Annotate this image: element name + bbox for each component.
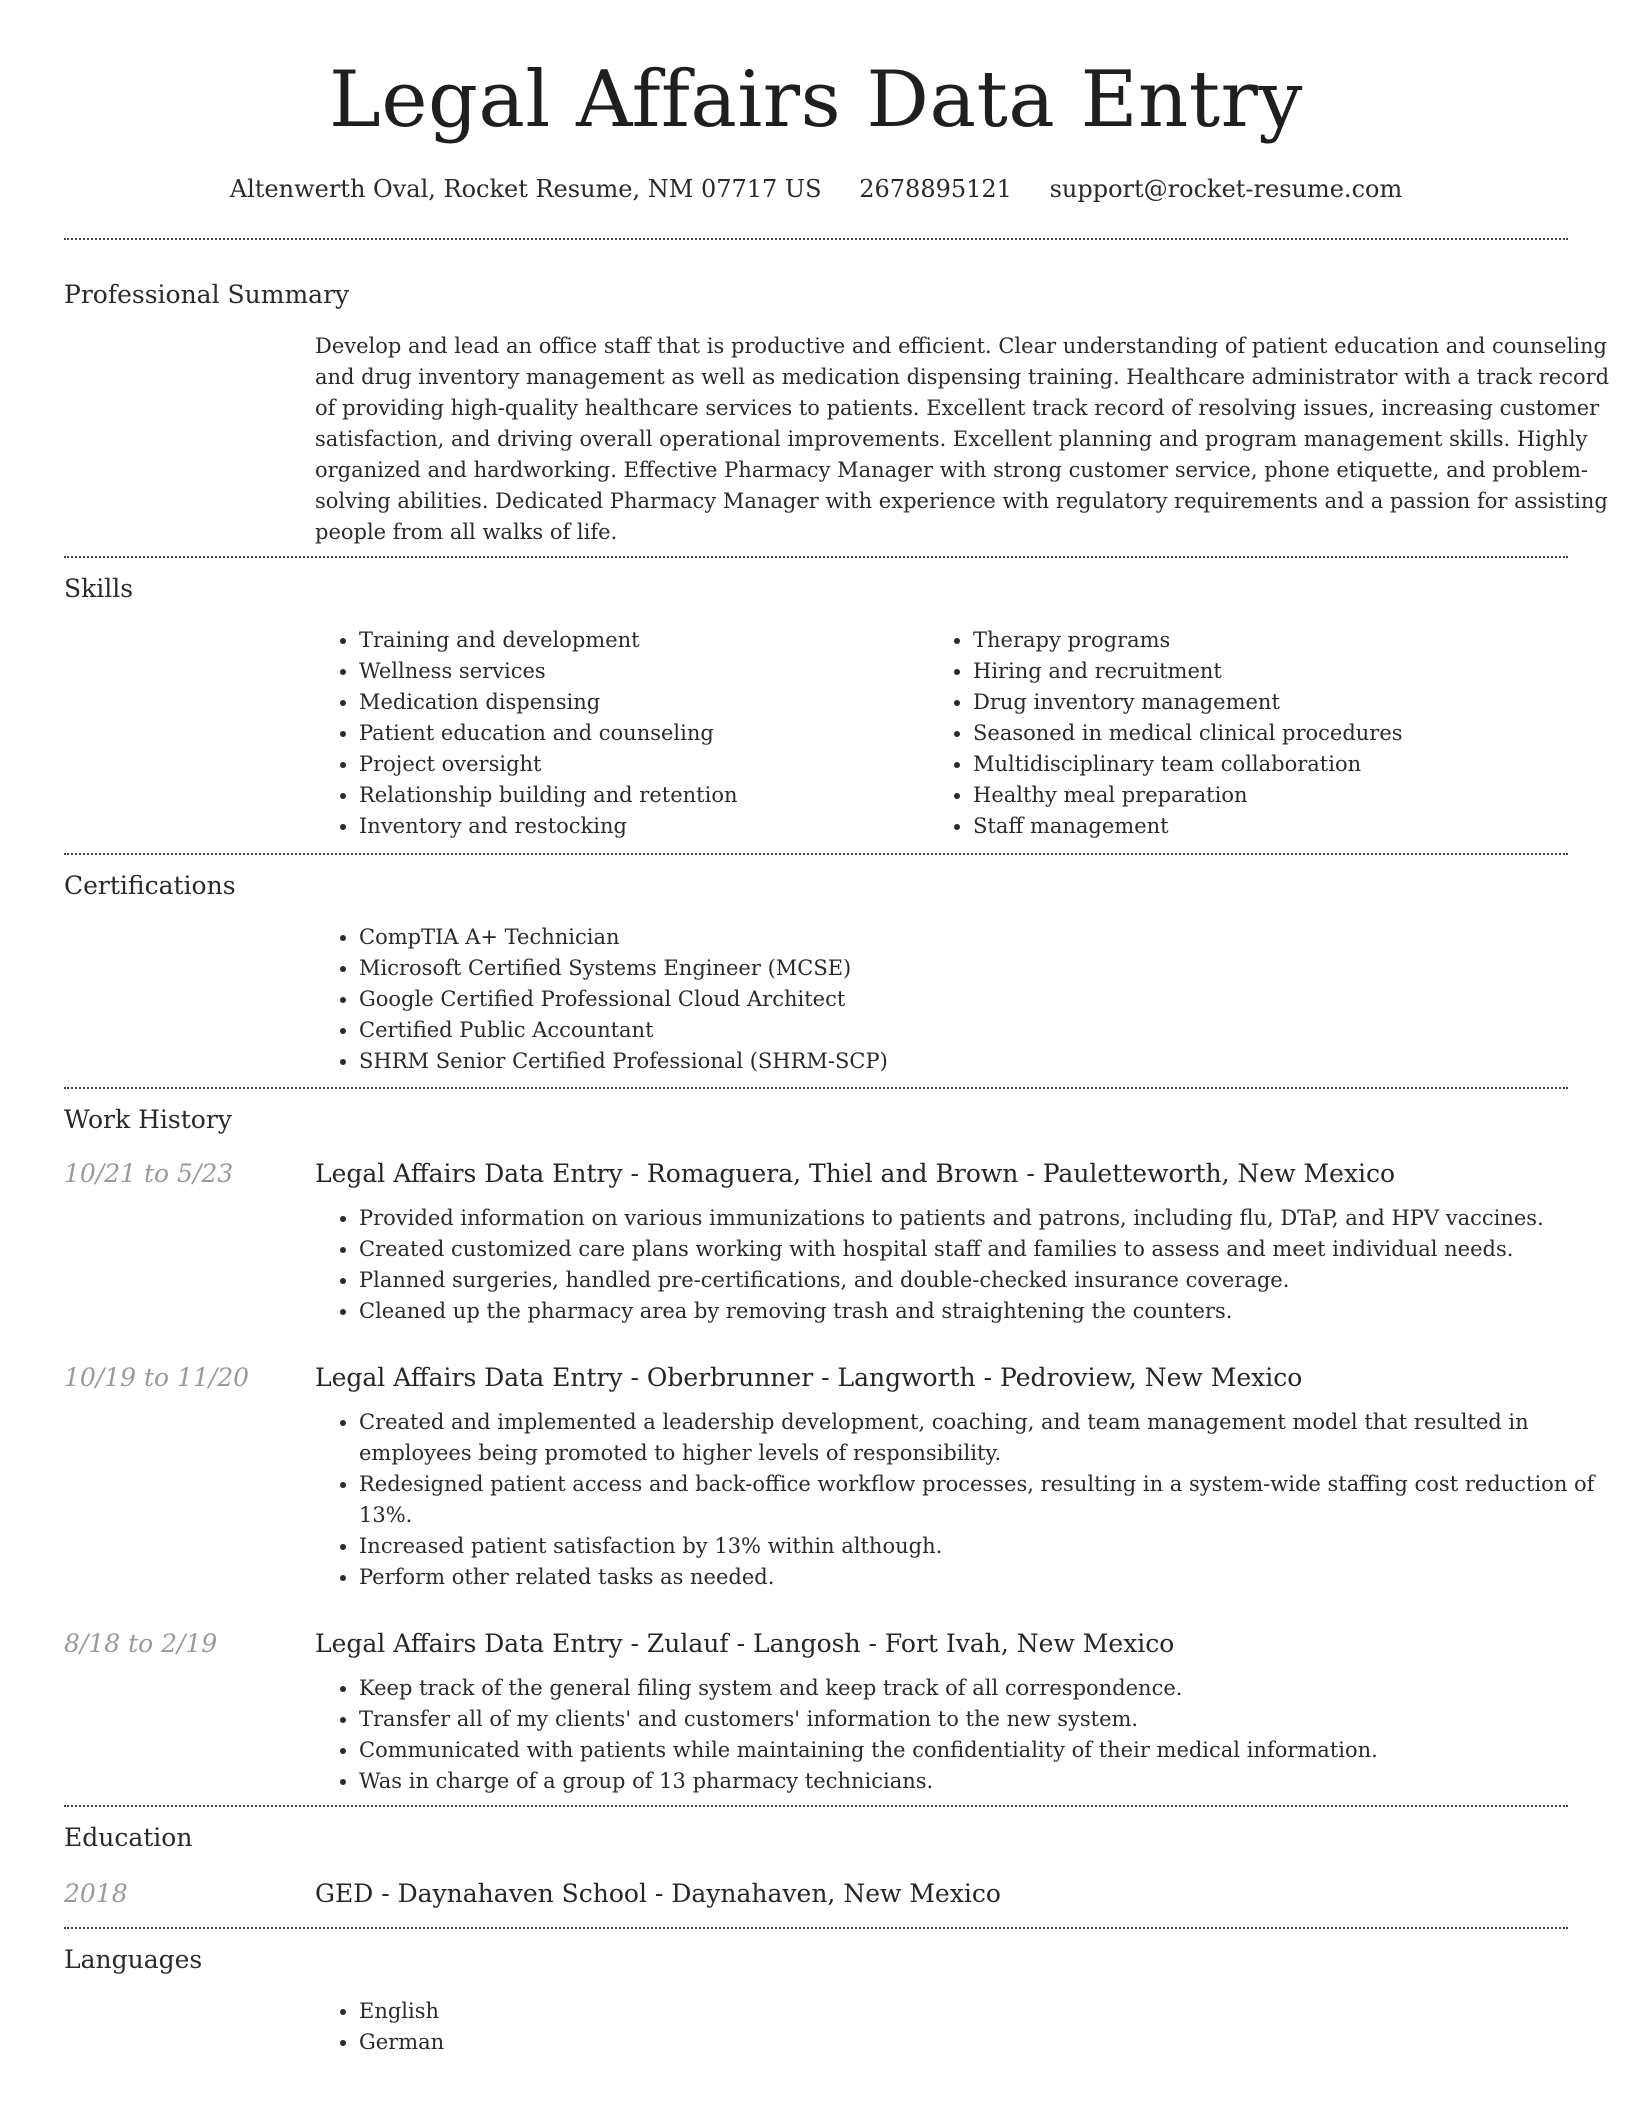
list-item: • Was in charge of a group of 13 pharmacy technicians.	[359, 1766, 1609, 1797]
list-item: • Increased patient satisfaction by 13% within although.	[359, 1531, 1609, 1562]
list-item: • Staff management	[973, 811, 1543, 842]
job-title: Legal Affairs Data Entry - Romaguera, Thiel and Brown - Pauletteworth, New Mexico	[315, 1159, 1396, 1188]
job-header	[64, 1157, 1568, 1191]
list-item: • Perform other related tasks as needed.	[359, 1562, 1609, 1593]
job-bullets	[64, 1407, 1609, 1593]
job-header	[64, 1627, 1568, 1661]
job-title: Legal Affairs Data Entry - Oberbrunner - Langworth - Pedroview, New Mexico	[315, 1363, 1303, 1392]
list-item: • Project oversight	[359, 749, 929, 780]
job-dates: 10/21 to 5/23	[64, 1159, 234, 1188]
education-entry	[64, 1877, 1568, 1927]
resume-header	[64, 0, 1568, 204]
candidate-name: Legal Affairs Data Entry	[329, 55, 1303, 145]
phone: 2678895121	[859, 175, 1012, 203]
list-item: • Planned surgeries, handled pre-certifications, and double-checked insurance coverage.	[359, 1265, 1609, 1296]
list-item: • CompTIA A+ Technician	[359, 922, 1568, 953]
email: support@rocket-resume.com	[1049, 175, 1403, 203]
certifications-list	[359, 922, 1568, 1087]
list-item: • Cleaned up the pharmacy area by removing trash and straightening the counters.	[359, 1296, 1609, 1327]
list-item: • Certified Public Accountant	[359, 1015, 1568, 1046]
list-item: • Healthy meal preparation	[973, 780, 1543, 811]
list-item: • Redesigned patient access and back-office workflow processes, resulting in a system-wide staffing cost reduction of 13%.	[359, 1469, 1609, 1531]
list-item: • Therapy programs	[973, 625, 1543, 656]
summary-text: Develop and lead an office staff that is productive and efficient. Clear understanding of patient education and counseling and drug inventory management as well as medication dispensing training. Healthcare administrator with a track record of providing high-quality healthcare services to patients. Excellent track record of resolving issues, increasing customer satisfaction, and driving overall operational improvements. Excellent planning and program management skills. Highly organized and hardworking. Effective Pharmacy Manager with strong customer service, phone etiquette, and problem-solving abilities. Dedicated Pharmacy Manager with experience with regulatory requirements and a passion for assisting people from all walks of life.	[315, 334, 1610, 544]
job-bullets	[64, 1673, 1609, 1797]
education-title: GED - Daynahaven School - Daynahaven, New Mexico	[315, 1879, 1001, 1908]
job-dates: 8/18 to 2/19	[64, 1629, 218, 1658]
education-year: 2018	[64, 1879, 128, 1908]
list-item: • Medication dispensing	[359, 687, 929, 718]
list-item: • Google Certified Professional Cloud Architect	[359, 984, 1568, 1015]
list-item: • Hiring and recruitment	[973, 656, 1543, 687]
list-item: • Training and development	[359, 625, 929, 656]
list-item: • Multidisciplinary team collaboration	[973, 749, 1543, 780]
job-dates: 10/19 to 11/20	[64, 1363, 250, 1392]
education-section	[64, 1807, 1568, 1927]
summary-section	[64, 240, 1610, 556]
job-header	[64, 1361, 1568, 1395]
list-item: • Relationship building and retention	[359, 780, 929, 811]
section-title-certifications: Certifications	[64, 871, 236, 900]
list-item: • German	[359, 2027, 1568, 2058]
list-item: • English	[359, 1996, 1568, 2027]
section-title-languages: Languages	[64, 1945, 203, 1974]
list-item: • Wellness services	[359, 656, 929, 687]
certifications-section	[64, 855, 1568, 1087]
list-item: • Created and implemented a leadership development, coaching, and team management model that resulted in employees being promoted to higher levels of responsibility.	[359, 1407, 1609, 1469]
skills-list-left	[359, 625, 929, 842]
job-bullets	[64, 1203, 1609, 1327]
list-item: • Seasoned in medical clinical procedures	[973, 718, 1543, 749]
section-title-education: Education	[64, 1823, 193, 1852]
contact-line	[64, 174, 1568, 204]
job-entry	[64, 1157, 1568, 1341]
list-item: • SHRM Senior Certified Professional (SHRM-SCP)	[359, 1046, 1568, 1077]
list-item: • Transfer all of my clients' and customers' information to the new system.	[359, 1704, 1609, 1735]
languages-list	[359, 1996, 1568, 2058]
list-item: • Drug inventory management	[973, 687, 1543, 718]
languages-section	[64, 1929, 1568, 2058]
job-entry	[64, 1361, 1595, 1607]
job-title: Legal Affairs Data Entry - Zulauf - Langosh - Fort Ivah, New Mexico	[315, 1629, 1175, 1658]
list-item: • Patient education and counseling	[359, 718, 929, 749]
section-title-summary: Professional Summary	[64, 280, 350, 309]
list-item: • Keep track of the general filing system and keep track of all correspondence.	[359, 1673, 1609, 1704]
skills-list-right	[973, 625, 1543, 842]
list-item: • Inventory and restocking	[359, 811, 929, 842]
list-item: • Provided information on various immunizations to patients and patrons, including flu, DTaP, and HPV vaccines.	[359, 1203, 1609, 1234]
job-entry	[64, 1627, 1568, 1805]
list-item: • Microsoft Certified Systems Engineer (MCSE)	[359, 953, 1568, 984]
list-item: • Communicated with patients while maintaining the confidentiality of their medical information.	[359, 1735, 1609, 1766]
work-history-section	[64, 1089, 1595, 1805]
section-title-skills: Skills	[64, 574, 134, 603]
skills-columns	[315, 625, 1568, 853]
skills-section	[64, 558, 1568, 853]
list-item: • Created customized care plans working with hospital staff and families to assess and meet individual needs.	[359, 1234, 1609, 1265]
section-title-work-history: Work History	[64, 1105, 232, 1134]
address: Altenwerth Oval, Rocket Resume, NM 07717 US	[229, 175, 822, 203]
